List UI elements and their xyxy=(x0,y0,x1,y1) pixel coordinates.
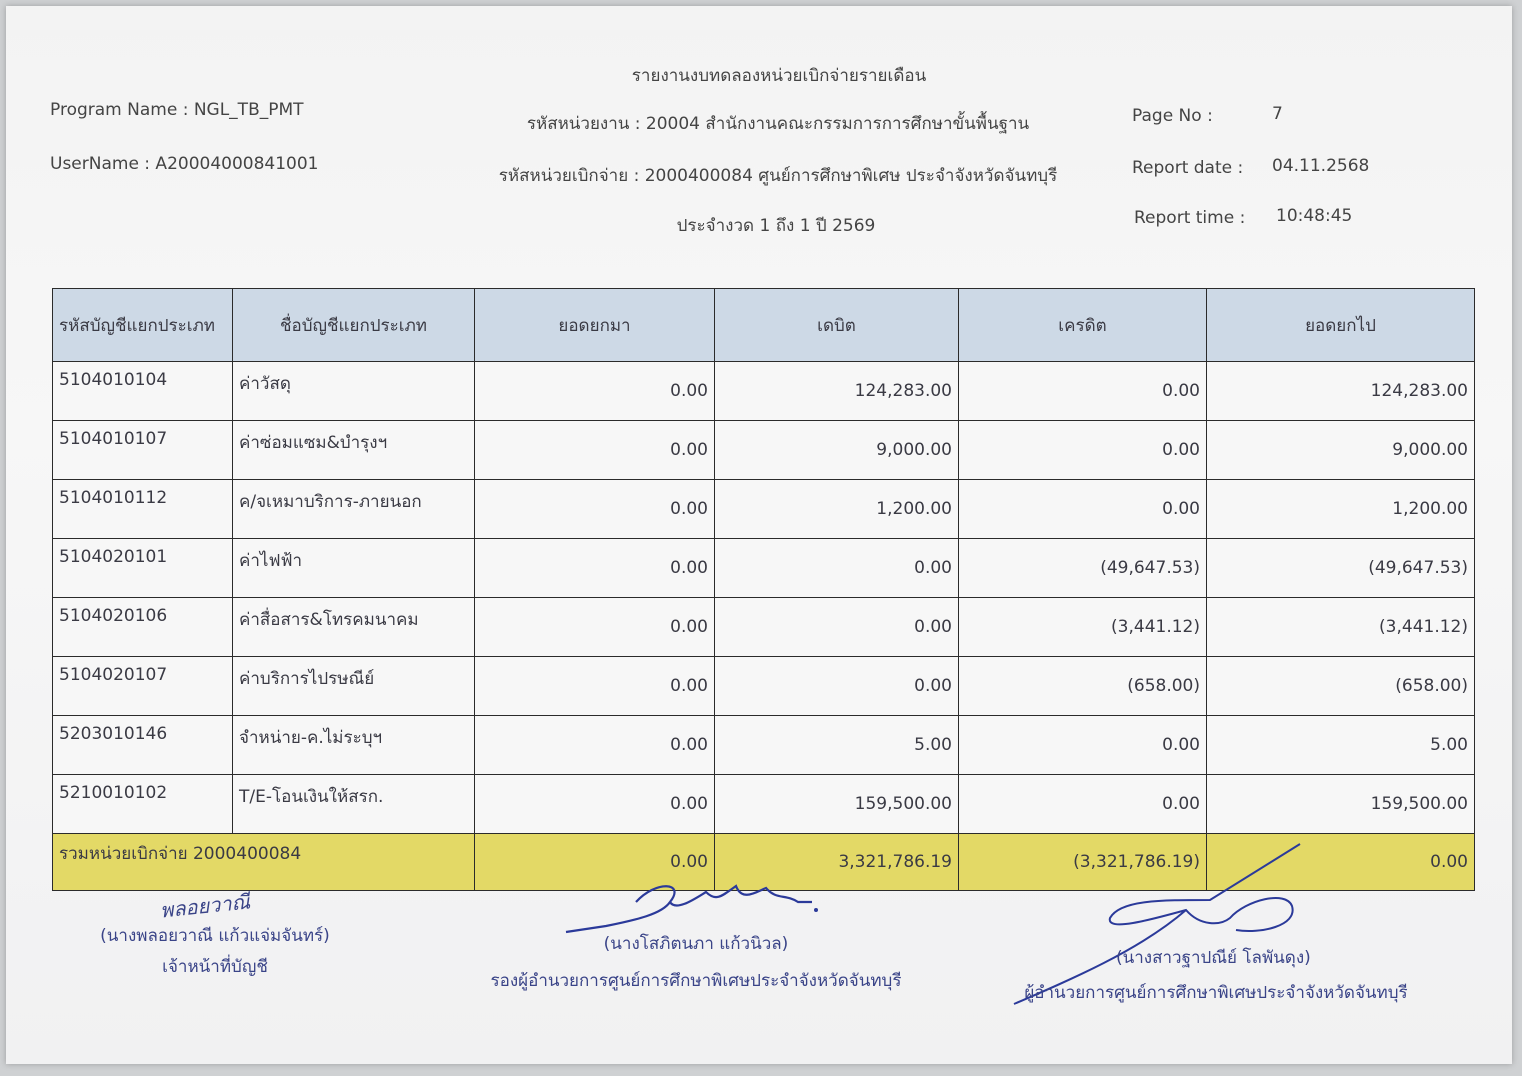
debit: 0.00 xyxy=(715,539,959,598)
disbursing-unit-line: รหัสหน่วยเบิกจ่าย : 2000400084 ศูนย์การศึกษาพิเศษ ประจำจังหวัดจันทบุรี xyxy=(498,166,1058,186)
debit: 0.00 xyxy=(715,598,959,657)
carried-forward: 9,000.00 xyxy=(1207,421,1475,480)
brought-forward: 0.00 xyxy=(475,598,715,657)
col-header-brought-forward: ยอดยกมา xyxy=(475,289,715,362)
total-label: รวมหน่วยเบิกจ่าย 2000400084 xyxy=(53,834,475,891)
table-header-row xyxy=(53,289,1475,362)
account-code: 5104020107 xyxy=(53,657,233,716)
account-name: T/E-โอนเงินให้สรก. xyxy=(233,775,475,834)
account-code: 5104020101 xyxy=(53,539,233,598)
account-code: 5210010102 xyxy=(53,775,233,834)
credit: (3,441.12) xyxy=(959,598,1207,657)
account-name: ค่าซ่อมแซม&บำรุงฯ xyxy=(233,421,475,480)
col-header-debit: เดบิต xyxy=(715,289,959,362)
account-code: 5104010104 xyxy=(53,362,233,421)
brought-forward: 0.00 xyxy=(475,775,715,834)
table-row xyxy=(53,421,1475,480)
page-no-label: Page No : xyxy=(1132,106,1213,126)
debit: 0.00 xyxy=(715,657,959,716)
carried-forward: (49,647.53) xyxy=(1207,539,1475,598)
credit: 0.00 xyxy=(959,775,1207,834)
carried-forward: (3,441.12) xyxy=(1207,598,1475,657)
account-code: 5203010146 xyxy=(53,716,233,775)
col-header-account-code: รหัสบัญชีแยกประเภท xyxy=(53,289,233,362)
credit: 0.00 xyxy=(959,716,1207,775)
credit: (658.00) xyxy=(959,657,1207,716)
report-time-value: 10:48:45 xyxy=(1276,206,1353,226)
report-time-label: Report time : xyxy=(1134,208,1246,228)
brought-forward: 0.00 xyxy=(475,480,715,539)
report-title: รายงานงบทดลองหน่วยเบิกจ่ายรายเดือน xyxy=(631,66,927,86)
trial-balance-table xyxy=(52,288,1475,891)
table-row xyxy=(53,598,1475,657)
brought-forward: 0.00 xyxy=(475,421,715,480)
period-line: ประจำงวด 1 ถึง 1 ปี 2569 xyxy=(676,216,876,236)
brought-forward: 0.00 xyxy=(475,362,715,421)
signer-name-deputy: (นางโสภิตนภา แก้วนิวล) xyxy=(603,934,789,954)
col-header-carried-forward: ยอดยกไป xyxy=(1207,289,1475,362)
table-row xyxy=(53,539,1475,598)
debit: 159,500.00 xyxy=(715,775,959,834)
brought-forward: 0.00 xyxy=(475,657,715,716)
signer-role-director: ผู้อำนวยการศูนย์การศึกษาพิเศษประจำจังหวัดจันทบุรี xyxy=(1024,983,1408,1003)
account-name: ค่าสื่อสาร&โทรคมนาคม xyxy=(233,598,475,657)
credit: 0.00 xyxy=(959,480,1207,539)
program-name: Program Name : NGL_TB_PMT xyxy=(50,100,304,120)
credit: (49,647.53) xyxy=(959,539,1207,598)
account-code: 5104010107 xyxy=(53,421,233,480)
debit: 5.00 xyxy=(715,716,959,775)
report-date-label: Report date : xyxy=(1132,158,1244,178)
report-date-value: 04.11.2568 xyxy=(1272,156,1370,176)
account-name: ค/จเหมาบริการ-ภายนอก xyxy=(233,480,475,539)
debit: 124,283.00 xyxy=(715,362,959,421)
col-header-credit: เครดิต xyxy=(959,289,1207,362)
brought-forward: 0.00 xyxy=(475,716,715,775)
account-name: ค่าไฟฟ้า xyxy=(233,539,475,598)
user-name: UserName : A20004000841001 xyxy=(50,154,319,174)
carried-forward: 124,283.00 xyxy=(1207,362,1475,421)
page-no-value: 7 xyxy=(1272,104,1283,124)
carried-forward: 159,500.00 xyxy=(1207,775,1475,834)
handwritten-signature-accountant: พลอยวาณี xyxy=(158,889,252,923)
debit: 1,200.00 xyxy=(715,480,959,539)
carried-forward: 1,200.00 xyxy=(1207,480,1475,539)
total-credit: (3,321,786.19) xyxy=(959,834,1207,891)
carried-forward: (658.00) xyxy=(1207,657,1475,716)
total-carried-forward: 0.00 xyxy=(1207,834,1475,891)
agency-line: รหัสหน่วยงาน : 20004 สำนักงานคณะกรรมการการศึกษาขั้นพื้นฐาน xyxy=(526,114,1030,134)
signature-block-accountant xyxy=(90,890,340,980)
account-name: ค่าวัสดุ xyxy=(233,362,475,421)
table-row xyxy=(53,362,1475,421)
signature-block-director xyxy=(996,944,1436,1006)
signature-block-deputy xyxy=(476,930,916,994)
account-code: 5104010112 xyxy=(53,480,233,539)
total-brought-forward: 0.00 xyxy=(475,834,715,891)
table-row xyxy=(53,716,1475,775)
credit: 0.00 xyxy=(959,421,1207,480)
carried-forward: 5.00 xyxy=(1207,716,1475,775)
table-row xyxy=(53,480,1475,539)
col-header-account-name: ชื่อบัญชีแยกประเภท xyxy=(233,289,475,362)
account-name: ค่าบริการไปรษณีย์ xyxy=(233,657,475,716)
signer-name-director: (นางสาวฐาปณีย์ โลพันดุง) xyxy=(1116,948,1311,968)
signer-role-deputy: รองผู้อำนวยการศูนย์การศึกษาพิเศษประจำจังหวัดจันทบุรี xyxy=(490,971,902,991)
account-code: 5104020106 xyxy=(53,598,233,657)
credit: 0.00 xyxy=(959,362,1207,421)
signer-name-accountant: (นางพลอยวาณี แก้วแจ่มจันทร์) xyxy=(100,926,330,946)
table-row xyxy=(53,657,1475,716)
table-row xyxy=(53,775,1475,834)
account-name: จำหน่าย-ค.ไม่ระบุฯ xyxy=(233,716,475,775)
signer-role-accountant: เจ้าหน้าที่บัญชี xyxy=(162,957,268,977)
brought-forward: 0.00 xyxy=(475,539,715,598)
debit: 9,000.00 xyxy=(715,421,959,480)
total-debit: 3,321,786.19 xyxy=(715,834,959,891)
